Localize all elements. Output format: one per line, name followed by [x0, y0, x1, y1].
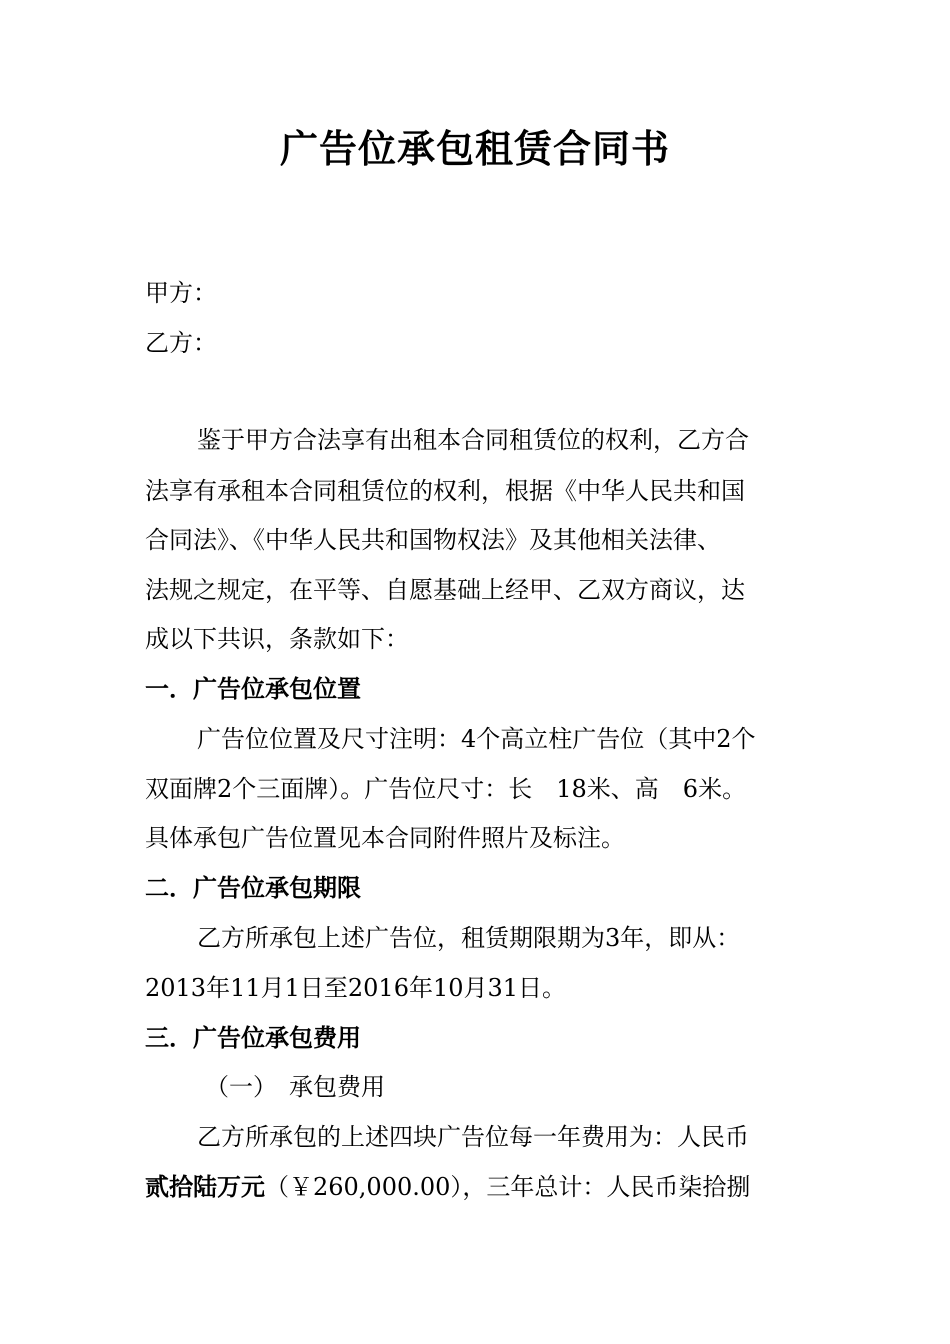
section-2-line: 乙方所承包上述广告位，租赁期限期为3年，即从： — [197, 924, 741, 952]
preamble-line: 鉴于甲方合法享有出租本合同租赁位的权利，乙方合 — [197, 426, 749, 454]
section-3-line — [145, 1172, 825, 1202]
section-1-line: 双面牌2个三面牌）。广告位尺寸：长 18米、高 6米。 — [145, 775, 747, 803]
section-1-heading: 一．广告位承包位置 — [145, 675, 361, 703]
section-1-line: 具体承包广告位置见本合同附件照片及标注。 — [145, 824, 625, 852]
amount-in-words: 贰拾陆万元 — [145, 1173, 265, 1201]
document-title: 广告位承包租赁合同书 — [279, 127, 670, 171]
party-b-label: 乙方： — [145, 329, 217, 357]
section-2-line: 2013年11月1日至2016年10月31日。 — [145, 974, 567, 1002]
section-2-heading: 二．广告位承包期限 — [145, 874, 361, 902]
preamble-line: 合同法》、《中华人民共和国物权法》及其他相关法律、 — [145, 526, 721, 554]
section-3-subheading: （一） 承包费用 — [205, 1073, 385, 1101]
preamble-line: 成以下共识，条款如下： — [145, 625, 409, 653]
preamble-line: 法享有承租本合同租赁位的权利，根据《中华人民共和国 — [145, 477, 745, 505]
preamble-line: 法规之规定，在平等、自愿基础上经甲、乙双方商议，达 — [145, 576, 745, 604]
amount-detail: （￥260,000.00），三年总计：人民币柒拾捌 — [265, 1173, 751, 1201]
section-1-line: 广告位位置及尺寸注明：4个高立柱广告位（其中2个 — [197, 725, 756, 753]
section-3-line: 乙方所承包的上述四块广告位每一年费用为：人民币 — [197, 1123, 749, 1151]
party-a-label: 甲方： — [145, 279, 217, 307]
section-3-heading: 三．广告位承包费用 — [145, 1024, 361, 1052]
